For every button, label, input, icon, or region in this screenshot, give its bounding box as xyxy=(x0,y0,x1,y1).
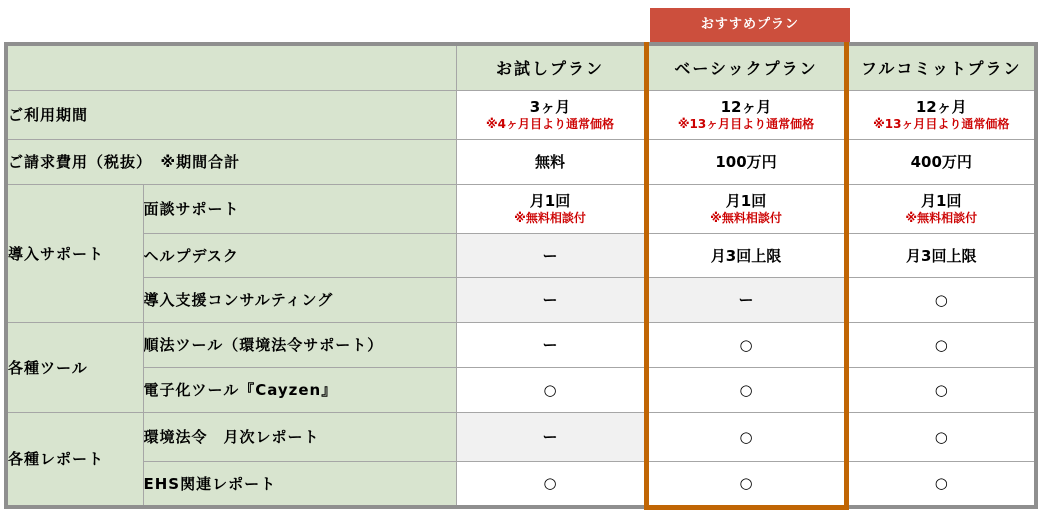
cost-full-cell: 400万円 xyxy=(846,139,1036,184)
period-trial-note: ※4ヶ月目より通常価格 xyxy=(485,117,615,131)
ehs-report-trial-cell: ○ xyxy=(456,461,646,507)
row-interview-label: 面談サポート xyxy=(143,184,456,233)
digital-tool-basic-cell: ○ xyxy=(646,367,846,412)
interview-full-value: 月1回 xyxy=(921,192,962,210)
group-tools-label: 各種ツール xyxy=(6,322,143,412)
consulting-full-cell: ○ xyxy=(846,277,1036,322)
digital-tool-trial-cell: ○ xyxy=(456,367,646,412)
ehs-report-full-cell: ○ xyxy=(846,461,1036,507)
row-period xyxy=(6,90,1036,139)
header-row xyxy=(6,44,1036,90)
group-support-label: 導入サポート xyxy=(6,184,143,322)
monthly-report-full-cell: ○ xyxy=(846,412,1036,461)
consulting-trial-cell: ー xyxy=(456,277,646,322)
row-cost-label: ご請求費用（税抜） ※期間合計 xyxy=(6,139,456,184)
ehs-report-basic-cell: ○ xyxy=(646,461,846,507)
row-consulting xyxy=(6,277,1036,322)
header-empty-cell xyxy=(6,44,456,90)
interview-full-note: ※無料相談付 xyxy=(905,211,978,225)
compliance-tool-trial-cell: ー xyxy=(456,322,646,367)
period-basic-value: 12ヶ月 xyxy=(720,98,772,116)
period-trial-value: 3ヶ月 xyxy=(529,98,571,116)
row-compliance-tool-label: 順法ツール（環境法令サポート） xyxy=(143,322,456,367)
period-basic-note: ※13ヶ月目より通常価格 xyxy=(677,117,815,131)
helpdesk-basic-cell: 月3回上限 xyxy=(646,233,846,277)
digital-tool-full-cell: ○ xyxy=(846,367,1036,412)
compliance-tool-basic-cell: ○ xyxy=(646,322,846,367)
recommended-plan-label: おすすめプラン xyxy=(700,17,800,32)
cost-trial-cell: 無料 xyxy=(456,139,646,184)
interview-trial-cell xyxy=(456,184,646,233)
interview-basic-cell xyxy=(646,184,846,233)
period-full-value: 12ヶ月 xyxy=(915,98,967,116)
monthly-report-basic-cell: ○ xyxy=(646,412,846,461)
row-digital-tool xyxy=(6,367,1036,412)
row-helpdesk-label: ヘルプデスク xyxy=(143,233,456,277)
helpdesk-full-cell: 月3回上限 xyxy=(846,233,1036,277)
compliance-tool-full-cell: ○ xyxy=(846,322,1036,367)
plan-header-basic: ベーシックプラン xyxy=(646,44,846,90)
interview-basic-value: 月1回 xyxy=(725,192,767,210)
plan-header-full: フルコミットプラン xyxy=(846,44,1036,90)
helpdesk-trial-cell: ー xyxy=(456,233,646,277)
cost-basic-cell: 100万円 xyxy=(646,139,846,184)
monthly-report-trial-cell: ー xyxy=(456,412,646,461)
period-full-note: ※13ヶ月目より通常価格 xyxy=(873,117,1010,131)
recommended-plan-banner xyxy=(650,8,850,42)
row-cost xyxy=(6,139,1036,184)
row-period-label: ご利用期間 xyxy=(6,90,456,139)
consulting-basic-cell: ー xyxy=(646,277,846,322)
row-monthly-report xyxy=(6,412,1036,461)
row-compliance-tool xyxy=(6,322,1036,367)
interview-trial-note: ※無料相談付 xyxy=(514,211,586,225)
row-monthly-report-label: 環境法令 月次レポート xyxy=(143,412,456,461)
row-helpdesk xyxy=(6,233,1036,277)
period-trial-cell xyxy=(456,90,646,139)
interview-basic-note: ※無料相談付 xyxy=(710,211,782,225)
plan-comparison-table xyxy=(4,42,1038,510)
interview-full-cell xyxy=(846,184,1036,233)
row-digital-tool-label: 電子化ツール『Cayzen』 xyxy=(143,367,456,412)
plan-header-trial: お試しプラン xyxy=(456,44,646,90)
row-ehs-report xyxy=(6,461,1036,507)
interview-trial-value: 月1回 xyxy=(529,192,571,210)
row-consulting-label: 導入支援コンサルティング xyxy=(143,277,456,322)
period-full-cell xyxy=(846,90,1036,139)
row-ehs-report-label: EHS関連レポート xyxy=(143,461,456,507)
row-interview xyxy=(6,184,1036,233)
period-basic-cell xyxy=(646,90,846,139)
group-reports-label: 各種レポート xyxy=(6,412,143,507)
